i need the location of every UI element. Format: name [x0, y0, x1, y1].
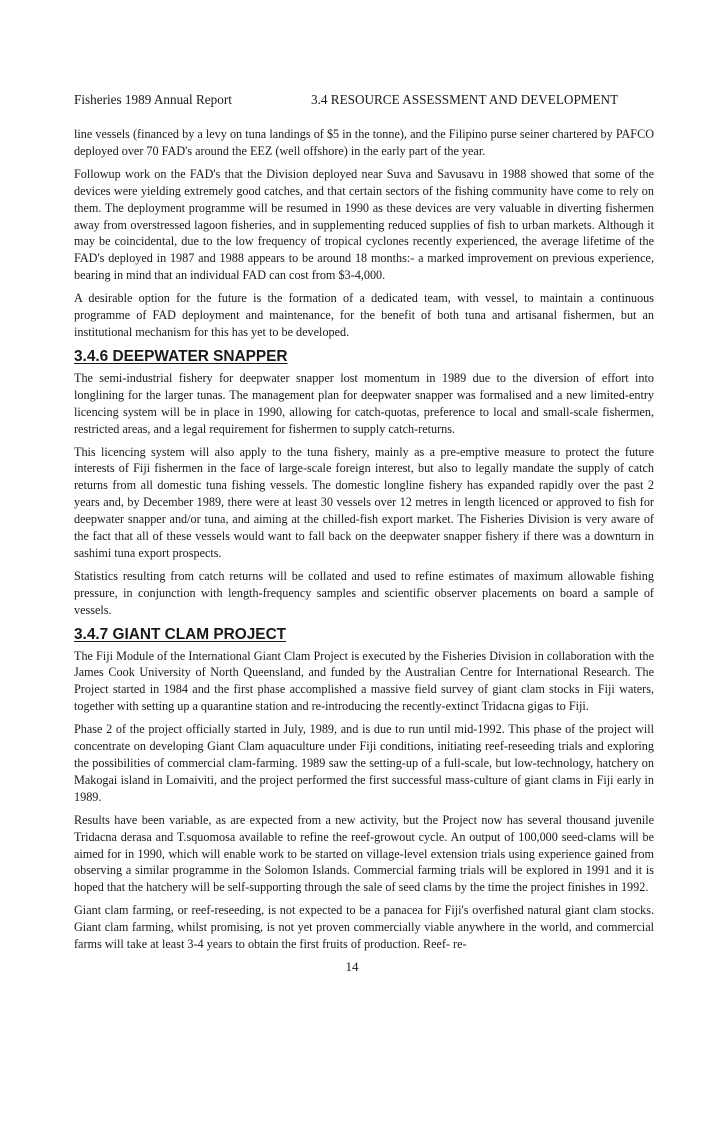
paragraph: The Fiji Module of the International Giant Clam Project is executed by the Fisheries Division in collaboration with the James Cook University of North Queensland, and funded by the Australian Centre for International Research. The Project started in 1984 and the first phase accomplished a massive field survey of giant clam stocks in Fiji waters, together with setting up a quarantine station and re-introducing the recently-extinct Tridacna gigas to Fiji.: [74, 648, 654, 714]
paragraph: Statistics resulting from catch returns will be collated and used to refine estimates of maximum allowable fishing pressure, in conjunction with length-frequency samples and scientific observer placements on board a sample of vessels.: [74, 568, 654, 617]
paragraph: A desirable option for the future is the formation of a dedicated team, with vessel, to maintain a continuous programme of FAD deployment and maintenance, for the benefit of both tuna and artisanal fishermen, but an institutional mechanism for this has yet to be developed.: [74, 291, 654, 339]
paragraph: Results have been variable, as are expected from a new activity, but the Project now has several thousand juvenile Tridacna derasa and T.squomosa available to refine the reef-growout cycle. An output of 100,000 seed-clams will be aimed for in 1990, which will enable work to be started on village-level extension trials using experience gained from observing a similar programme in the Solomon Islands. Commercial farming trials will be explored in 1991 and it is hoped that the hatchery will be self-supporting through the sale of seed clams by the time the project finishes in 1992.: [74, 812, 654, 895]
header-report-title: Fisheries 1989 Annual Report: [74, 92, 232, 107]
paragraph: The semi-industrial fishery for deepwater snapper lost momentum in 1989 due to the diversion of effort into longlining for the larger tunas. The management plan for deepwater snapper was formalised and a new limited-entry licencing system will be in place in 1990, allowing for catch-quotas, preference to local and small-scale fishermen, restricted areas, and a legal requirement for fishermen to supply catch-returns.: [74, 370, 654, 436]
body-text: [74, 126, 654, 959]
running-header: [74, 90, 654, 110]
paragraph: line vessels (financed by a levy on tuna landings of $5 in the tonne), and the Filipino purse seiner chartered by PAFCO deployed over 70 FAD's around the EEZ (well offshore) in the early part of the year.: [74, 127, 654, 158]
paragraph: Followup work on the FAD's that the Division deployed near Suva and Savusavu in 1988 showed that some of the devices were yielding extremely good catches, and that certain sectors of the fishing community have come to rely on them. The deployment programme will be resumed in 1990 as these devices are very valuable in diverting fishermen away from overstressed lagoon fisheries, and in supplementing reduced supplies of fish to urban markets. Although it may be coincidental, due to the low frequency of tropical cyclones recently experienced, the average lifetime of the FAD's deployed in 1987 and 1988 appears to be around 18 months:- a marked improvement on previous experience, bearing in mind that an individual FAD can cost from $3-4,000.: [74, 166, 654, 283]
header-section-title: 3.4 RESOURCE ASSESSMENT AND DEVELOPMENT: [311, 92, 619, 107]
paragraph: This licencing system will also apply to the tuna fishery, mainly as a pre-emptive measure to protect the future interests of Fiji fishermen in the face of large-scale foreign interest, but also to legally mandate the supply of catch returns from all domestic tuna fishing vessels. The domestic longline fishery has expanded rapidly over the past 2 years and, by December 1989, there were at least 30 vessels over 12 metres in length licenced or approved to fish for deepwater snapper and/or tuna, and aiming at the chilled-fish export market. The Fisheries Division is very aware of the fact that all of these vessels would want to fall back on the deepwater snapper fishery if there was a downturn in sashimi tuna export prospects.: [74, 444, 654, 560]
section-heading-giant-clam-project: 3.4.7 GIANT CLAM PROJECT: [74, 625, 287, 643]
section-heading-deepwater-snapper: 3.4.6 DEEPWATER SNAPPER: [74, 347, 288, 365]
paragraph: Phase 2 of the project officially started in July, 1989, and is due to run until mid-1992. This phase of the project will concentrate on developing Giant Clam aquaculture under Fiji conditions, initiating reef-reseeding trials and exploring the possibilities of commercial clam-farming. 1989 saw the setting-up of a full-scale, but low-technology, hatchery on Makogai island in Lomaiviti, and the project performed the first successful mass-culture of giant clams in Fiji early in 1989.: [74, 722, 654, 804]
page-number: 14: [345, 959, 359, 974]
paragraph: Giant clam farming, or reef-reseeding, is not expected to be a panacea for Fiji's overfished natural giant clam stocks. Giant clam farming, whilst promising, is not yet proven commercially viable anywhere in the world, and commercial farms will take at least 3-4 years to obtain the first fruits of production. Reef- re-: [74, 903, 654, 952]
